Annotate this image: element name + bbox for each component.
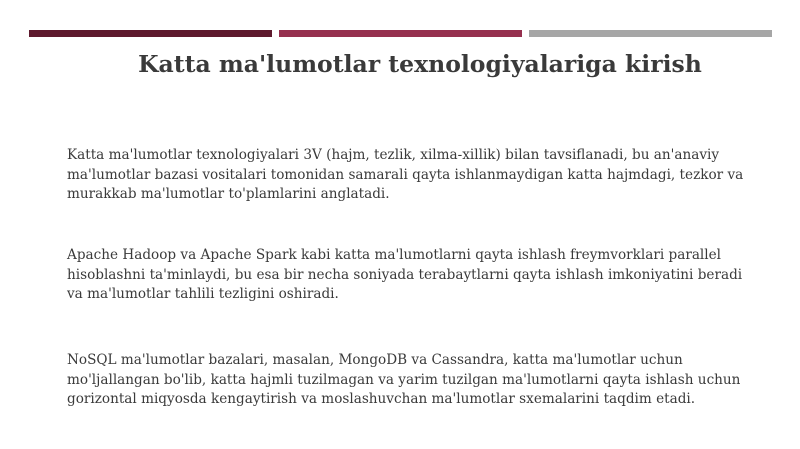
paragraph-3v: Katta ma'lumotlar texnologiyalari 3V (hajm, tezlik, xilma-xillik) bilan tavsiflanadi, bu an'anaviy ma'lumotlar bazasi vositalari tomonidan samarali qayta ishlanmaydigan katta hajmdagi, tezkor va murakkab ma'lumotlar to'plamlarini anglatadi. xyxy=(67,147,744,202)
slide-title: Katta ma'lumotlar texnologiyalariga kirish xyxy=(138,50,702,78)
header-bar-dark xyxy=(29,30,272,37)
paragraph-frameworks: Apache Hadoop va Apache Spark kabi katta ma'lumotlarni qayta ishlash freymvorklari parallel hisoblashni ta'minlaydi, bu esa bir necha soniyada terabaytlarni qayta ishlash imkoniyatini beradi va ma'lumotlar tahlili tezligini oshiradi. xyxy=(67,247,743,302)
header-bar-mid xyxy=(279,30,522,37)
header-bar-light xyxy=(529,30,772,37)
paragraph-nosql: NoSQL ma'lumotlar bazalari, masalan, MongoDB va Cassandra, katta ma'lumotlar uchun mo'ljallangan bo'lib, katta hajmli tuzilmagan va yarim tuzilgan ma'lumotlarni qayta ishlash uchun gorizontal miqyosda kengaytirish va moslashuvchan ma'lumotlar sxemalarini taqdim etadi. xyxy=(67,352,741,407)
